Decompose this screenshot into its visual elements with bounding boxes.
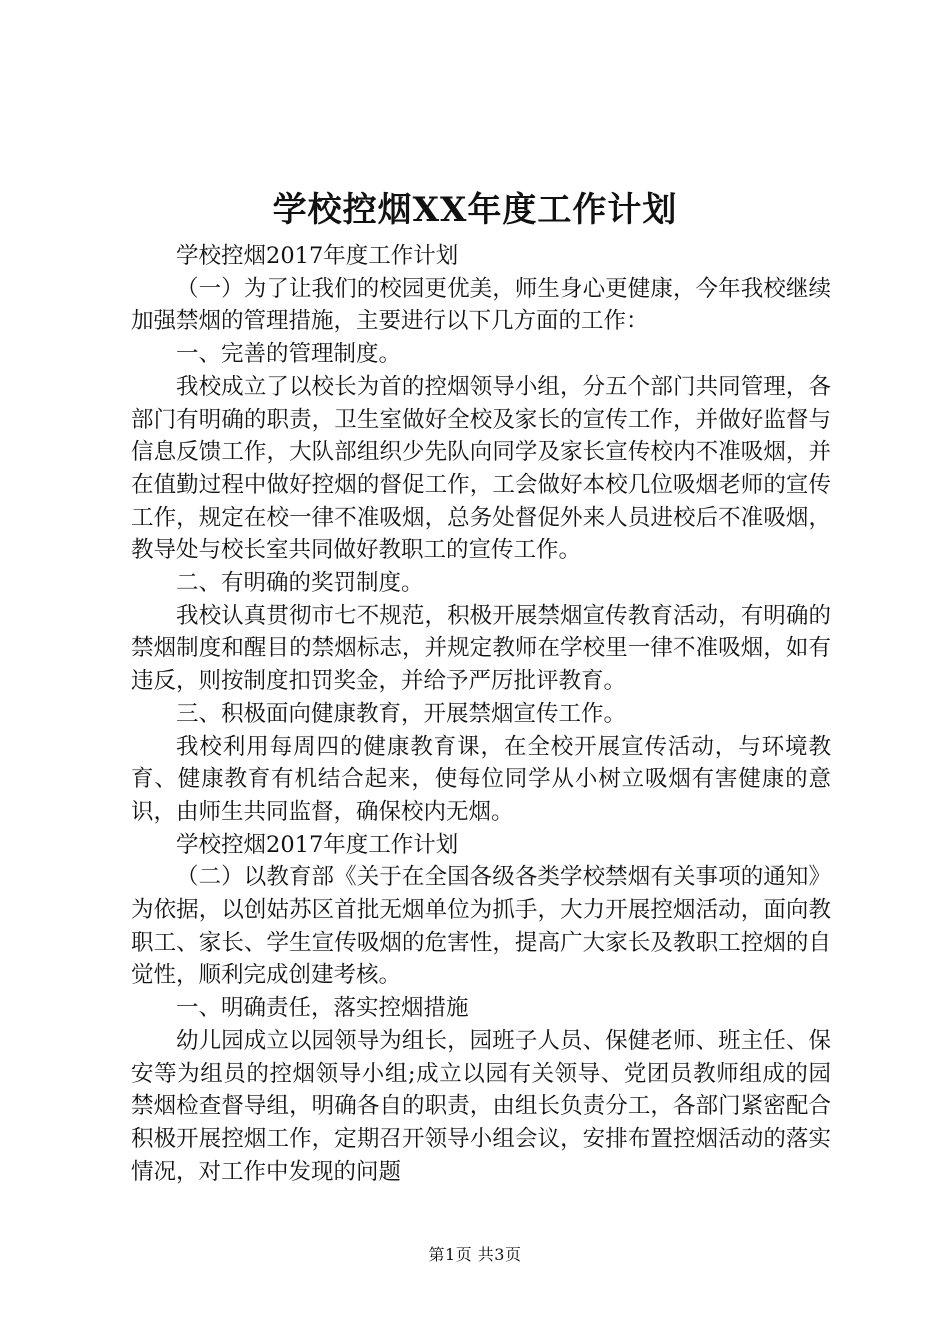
paragraph: 二、有明确的奖罚制度。 [176, 570, 424, 597]
paragraph: （一）为了让我们的校园更优美，师生身心更健康，今年我校继续加强禁烟的管理措施，主要进行以下几方面的工作： [131, 275, 831, 335]
document-title: 学校控烟XX年度工作计划 [272, 190, 678, 230]
paragraph: 我校认真贯彻市七不规范，积极开展禁烟宣传教育活动，有明确的禁烟制度和醒目的禁烟标志，并规定教师在学校里一律不准吸烟，如有违反，则按制度扣罚奖金，并给予严厉批评教育。 [131, 602, 831, 695]
paragraph: 学校控烟2017年度工作计划 [176, 831, 459, 858]
page-footer: 第1页 共3页 [428, 1245, 522, 1264]
paragraph: 三、积极面向健康教育，开展禁烟宣传工作。 [176, 700, 627, 727]
paragraph: （二）以教育部《关于在全国各级各类学校禁烟有关事项的通知》为依据，以创姑苏区首批无烟单位为抓手，大力开展控烟活动，面向教职工、家长、学生宣传吸烟的危害性，提高广大家长及教职工控烟的自觉性，顺利完成创建考核。 [131, 864, 831, 989]
paragraph: 我校成立了以校长为首的控烟领导小组，分五个部门共同管理，各部门有明确的职责，卫生室做好全校及家长的宣传工作，并做好监督与信息反馈工作，大队部组织少先队向同学及家长宣传校内不准吸烟，并在值勤过程中做好控烟的督促工作，工会做好本校几位吸烟老师的宣传工作，规定在校一律不准吸烟，总务处督促外来人员进校后不准吸烟，教导处与校长室共同做好教职工的宣传工作。 [131, 373, 831, 564]
paragraph: 学校控烟2017年度工作计划 [176, 243, 459, 269]
paragraph: 一、完善的管理制度。 [176, 341, 402, 368]
paragraph: 幼儿园成立以园领导为组长，园班子人员、保健老师、班主任、保安等为组员的控烟领导小组;成立以园有关领导、党团员教师组成的园禁烟检查督导组，明确各自的职责，由组长负责分工，各部门紧密配合积极开展控烟工作，定期召开领导小组会议，安排布置控烟活动的落实情况，对工作中发现的问题 [131, 1027, 831, 1185]
paragraph: 我校利用每周四的健康教育课，在全校开展宣传活动，与环境教育、健康教育有机结合起来，使每位同学从小树立吸烟有害健康的意识，由师生共同监督，确保校内无烟。 [131, 733, 831, 825]
paragraph: 一、明确责任，落实控烟措施 [176, 995, 469, 1022]
document-body [131, 240, 831, 1188]
